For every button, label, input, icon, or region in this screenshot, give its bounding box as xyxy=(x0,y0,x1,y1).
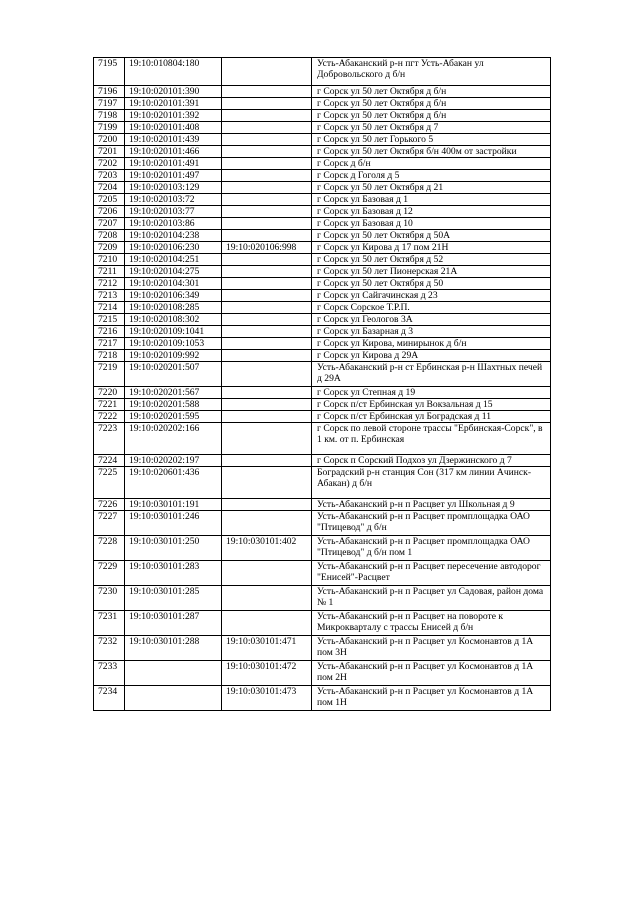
table-row: 7200 19:10:020101:439 г Сорск ул 50 лет Горького 5 xyxy=(94,134,551,146)
table-row: 7219 19:10:020201:507 Усть-Абаканский р-н ст Ербинская р-н Шахтных печей д 29А xyxy=(94,362,551,387)
table-row: 7201 19:10:020101:466 г Сорск ул 50 лет Октября б/н 400м от застройки xyxy=(94,146,551,158)
table-row: 7211 19:10:020104:275 г Сорск ул 50 лет Пионерская 21А xyxy=(94,266,551,278)
table-row: 7199 19:10:020101:408 г Сорск ул 50 лет Октября д 7 xyxy=(94,122,551,134)
table-row: 7202 19:10:020101:491 г Сорск д б/н xyxy=(94,158,551,170)
register-table xyxy=(93,57,551,711)
table-row: 7229 19:10:030101:283 Усть-Абаканский р-н п Расцвет пересечение автодорог "Енисей"-Расцвет xyxy=(94,561,551,586)
table-row: 7195 19:10:010804:180 Усть-Абаканский р-н пгт Усть-Абакан ул Добровольского д б/н xyxy=(94,58,551,86)
table-row: 7231 19:10:030101:287 Усть-Абаканский р-н п Расцвет на повороте к Микрокварталу с трассы Енисей д б/н xyxy=(94,611,551,636)
table-row: 7203 19:10:020101:497 г Сорск д Гоголя д 5 xyxy=(94,170,551,182)
table-row: 7198 19:10:020101:392 г Сорск ул 50 лет Октября д б/н xyxy=(94,110,551,122)
table-row: 7214 19:10:020108:285 г Сорск Сорское Т.Р.П. xyxy=(94,302,551,314)
table-row: 7205 19:10:020103:72 г Сорск ул Базовая д 1 xyxy=(94,194,551,206)
table-row: 7224 19:10:020202:197 г Сорск п Сорский Подхоз ул Дзержинского д 7 xyxy=(94,455,551,467)
table-row: 7230 19:10:030101:285 Усть-Абаканский р-н п Расцвет ул Садовая, район дома № 1 xyxy=(94,586,551,611)
table-row: 7225 19:10:020601:436 Боградский р-н станция Сон (317 км линии Ачинск- Абакан) д б/н xyxy=(94,467,551,499)
table-row: 7233 19:10:030101:472 Усть-Абаканский р-н п Расцвет ул Космонавтов д 1А пом 2Н xyxy=(94,661,551,686)
table-row: 7212 19:10:020104:301 г Сорск ул 50 лет Октября д 50 xyxy=(94,278,551,290)
table-row: 7228 19:10:030101:250 19:10:030101:402 Усть-Абаканский р-н п Расцвет промплощадка ОАО "Птицевод" д б/н пом 1 xyxy=(94,536,551,561)
table-row: 7197 19:10:020101:391 г Сорск ул 50 лет Октября д б/н xyxy=(94,98,551,110)
table-row: 7227 19:10:030101:246 Усть-Абаканский р-н п Расцвет промплощадка ОАО "Птицевод" д б/н xyxy=(94,511,551,536)
table-row: 7226 19:10:030101:191 Усть-Абаканский р-н п Расцвет ул Школьная д 9 xyxy=(94,499,551,511)
table-row: 7215 19:10:020108:302 г Сорск ул Геологов 3А xyxy=(94,314,551,326)
table-row: 7222 19:10:020201:595 г Сорск п/ст Ербинская ул Боградская д 11 xyxy=(94,411,551,423)
table-row: 7204 19:10:020103:129 г Сорск ул 50 лет Октября д 21 xyxy=(94,182,551,194)
table-row: 7208 19:10:020104:238 г Сорск ул 50 лет Октября д 50А xyxy=(94,230,551,242)
table-row: 7213 19:10:020106:349 г Сорск ул Сайгачинская д 23 xyxy=(94,290,551,302)
table-row: 7209 19:10:020106:230 19:10:020106:998 г Сорск ул Кирова д 17 пом 21Н xyxy=(94,242,551,254)
table-row: 7217 19:10:020109:1053 г Сорск ул Кирова, минирынок д б/н xyxy=(94,338,551,350)
table-row: 7232 19:10:030101:288 19:10:030101:471 Усть-Абаканский р-н п Расцвет ул Космонавтов д 1А пом 3Н xyxy=(94,636,551,661)
table-row: 7223 19:10:020202:166 г Сорск по левой стороне трассы "Ербинская-Сорск", в 1 км. от п. Ербинская xyxy=(94,423,551,455)
table-row: 7220 19:10:020201:567 г Сорск ул Степная д 19 xyxy=(94,387,551,399)
table-row: 7221 19:10:020201:588 г Сорск п/ст Ербинская ул Вокзальная д 15 xyxy=(94,399,551,411)
table-row: 7234 19:10:030101:473 Усть-Абаканский р-н п Расцвет ул Космонавтов д 1А пом 1Н xyxy=(94,686,551,711)
table-row: 7218 19:10:020109:992 г Сорск ул Кирова д 29А xyxy=(94,350,551,362)
table-row: 7216 19:10:020109:1041 г Сорск ул Базарная д 3 xyxy=(94,326,551,338)
table-row: 7210 19:10:020104:251 г Сорск ул 50 лет Октября д 52 xyxy=(94,254,551,266)
table-row: 7206 19:10:020103:77 г Сорск ул Базовая д 12 xyxy=(94,206,551,218)
table-row: 7196 19:10:020101:390 г Сорск ул 50 лет Октября д б/н xyxy=(94,86,551,98)
table-row: 7207 19:10:020103:86 г Сорск ул Базовая д 10 xyxy=(94,218,551,230)
